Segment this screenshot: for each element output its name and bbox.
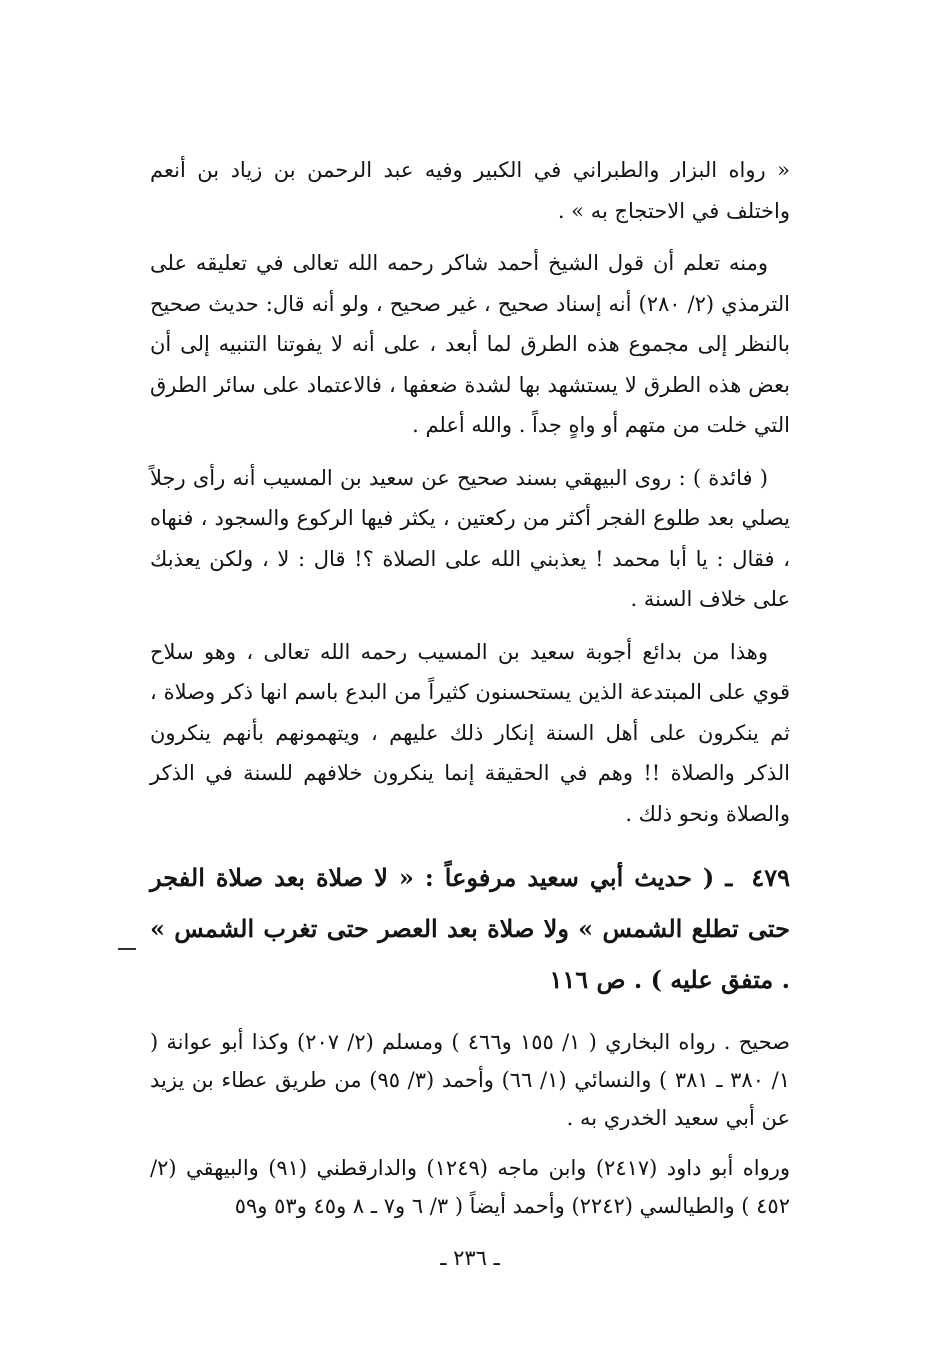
hadith-text: ـ ( حديث أبي سعيد مرفوعاً : « لا صلاة بعد صلاة الفجر حتى تطلع الشمس » ولا صلاة بعد العصر حتى تغرب الشمس » . متفق عليه ) . ص ١١٦ — [150, 863, 790, 994]
spacer — [150, 446, 790, 458]
hadith-number: ٤٧٩ — [751, 863, 790, 892]
paragraph-faida: ( فائدة ) : روى البيهقي بسند صحيح عن سعيد بن المسيب أنه رأى رجلاً يصلي بعد طلوع الفجر أكثر من ركعتين ، يكثر فيها الركوع والسجود ، فنهاه ، فقال : يا أبا محمد ! يعذبني الله على الصلاة ؟! قال : لا ، ولكن يعذبك على خلاف السنة . — [150, 465, 790, 611]
paragraph-sahih-takhrij: صحيح . رواه البخاري ( ١/ ١٥٥ و٤٦٦ ) ومسلم (٢/ ٢٠٧) وكذا أبو عوانة ( ١/ ٣٨٠ ـ ٣٨١ ) والنسائي (١/ ٦٦) وأحمد (٣/ ٩٥) من طريق عطاء بن يزيد عن أبي سعيد الخدري به . — [150, 1030, 790, 1130]
hadith-heading — [150, 852, 790, 1005]
paragraph-bidaa: وهذا من بدائع أجوبة سعيد بن المسيب رحمه الله تعالى ، وهو سلاح قوي على المبتدعة الذين يستحسنون كثيراً من البدع باسم انها ذكر وصلاة ، ثم ينكرون على أهل السنة إنكار ذلك عليهم ، ويتهمونهم بأنهم ينكرون الذكر والصلاة !! وهم في الحقيقة إنما ينكرون خلافهم للسنة في الذكر والصلاة ونحو ذلك . — [150, 639, 790, 826]
margin-dash-mark — [118, 948, 136, 950]
spacer — [150, 231, 790, 243]
spacer — [150, 620, 790, 632]
spacer — [150, 834, 790, 852]
page-body — [150, 150, 790, 1225]
paragraph-shakir-comment: ومنه تعلم أن قول الشيخ أحمد شاكر رحمه الله تعالى في تعليقه على الترمذي (٢/ ٢٨٠) أنه إسناد صحيح ، غير صحيح ، ولو أنه قال: حديث صحيح بالنظر إلى مجموع هذه الطرق لما أبعد ، على أنه لا يفوتنا التنبيه إلى أن بعض هذه الطرق لا يستشهد بها لشدة ضعفها ، فالاعتماد على سائر الطرق التي خلت من متهم أو واهٍ جداً . والله أعلم . — [150, 251, 790, 437]
paragraph-quote-bazzar: « رواه البزار والطبراني في الكبير وفيه عبد الرحمن بن زياد بن أنعم واختلف في الاحتجاج به » . — [150, 158, 790, 223]
page-number: ـ ٢٣٦ ـ — [440, 1246, 500, 1270]
spacer — [150, 1137, 790, 1149]
spacer — [150, 1005, 790, 1023]
paragraph-abu-dawud-takhrij: ورواه أبو داود (٢٤١٧) وابن ماجه (١٢٤٩) والدارقطني (٩١) والبيهقي (٢/ ٤٥٢ ) والطيالسي (٢٢٤٢) وأحمد أيضاً ( ٣/ ٦ و٧ ـ ٨ و٤٥ و٥٣ و٥٩ — [150, 1156, 791, 1218]
